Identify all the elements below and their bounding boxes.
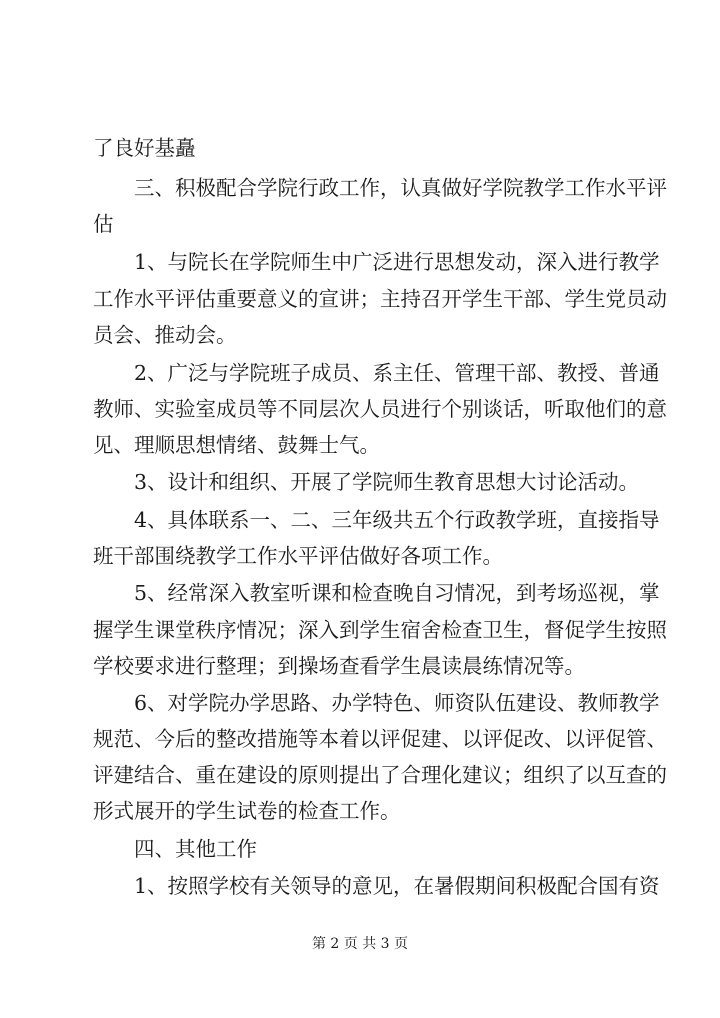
text-line: 了良好基矗 xyxy=(93,136,196,160)
paragraph-line: 6、对学院办学思路、办学特色、师资队伍建设、教师教学 xyxy=(134,691,660,715)
page-number: 第 2 页 共 3 页 xyxy=(311,936,409,952)
text-line: 学校要求进行整理；到操场查看学生晨读晨练情况等。 xyxy=(93,654,585,678)
text-line: 形式展开的学生试卷的检查工作。 xyxy=(93,799,401,823)
text-line: 班干部围绕教学工作水平评估做好各项工作。 xyxy=(93,544,503,568)
text-line: 握学生课堂秩序情况；深入到学生宿舍检查卫生，督促学生按照 xyxy=(93,618,667,642)
paragraph-line: 3、设计和组织、开展了学院师生教育思想大讨论活动。 xyxy=(134,470,640,494)
section-heading: 三、积极配合学院行政工作，认真做好学院教学工作水平评 xyxy=(134,176,667,200)
paragraph-line: 4、具体联系一、二、三年级共五个行政教学班，直接指导 xyxy=(134,508,660,532)
text-line: 工作水平评估重要意义的宣讲；主持召开学生干部、学生党员动 xyxy=(93,287,667,311)
paragraph-line: 5、经常深入教室听课和检查晚自习情况，到考场巡视，掌 xyxy=(134,581,660,605)
text-line: 规范、今后的整改措施等本着以评促建、以评促改、以评促管、 xyxy=(93,727,667,751)
text-line: 估 xyxy=(93,212,114,236)
text-line: 见、理顺思想情绪、鼓舞士气。 xyxy=(93,433,380,457)
paragraph-line: 1、按照学校有关领导的意见，在暑假期间积极配合国有资 xyxy=(134,874,660,898)
paragraph-line: 2、广泛与学院班子成员、系主任、管理干部、教授、普通 xyxy=(134,361,660,385)
text-line: 评建结合、重在建设的原则提出了合理化建议；组织了以互查的 xyxy=(93,763,667,787)
text-line: 员会、推动会。 xyxy=(93,323,237,347)
paragraph-line: 1、与院长在学院师生中广泛进行思想发动，深入进行教学 xyxy=(134,250,660,274)
section-heading: 四、其他工作 xyxy=(134,837,257,861)
text-line: 教师、实验室成员等不同层次人员进行个别谈话，听取他们的意 xyxy=(93,397,667,421)
